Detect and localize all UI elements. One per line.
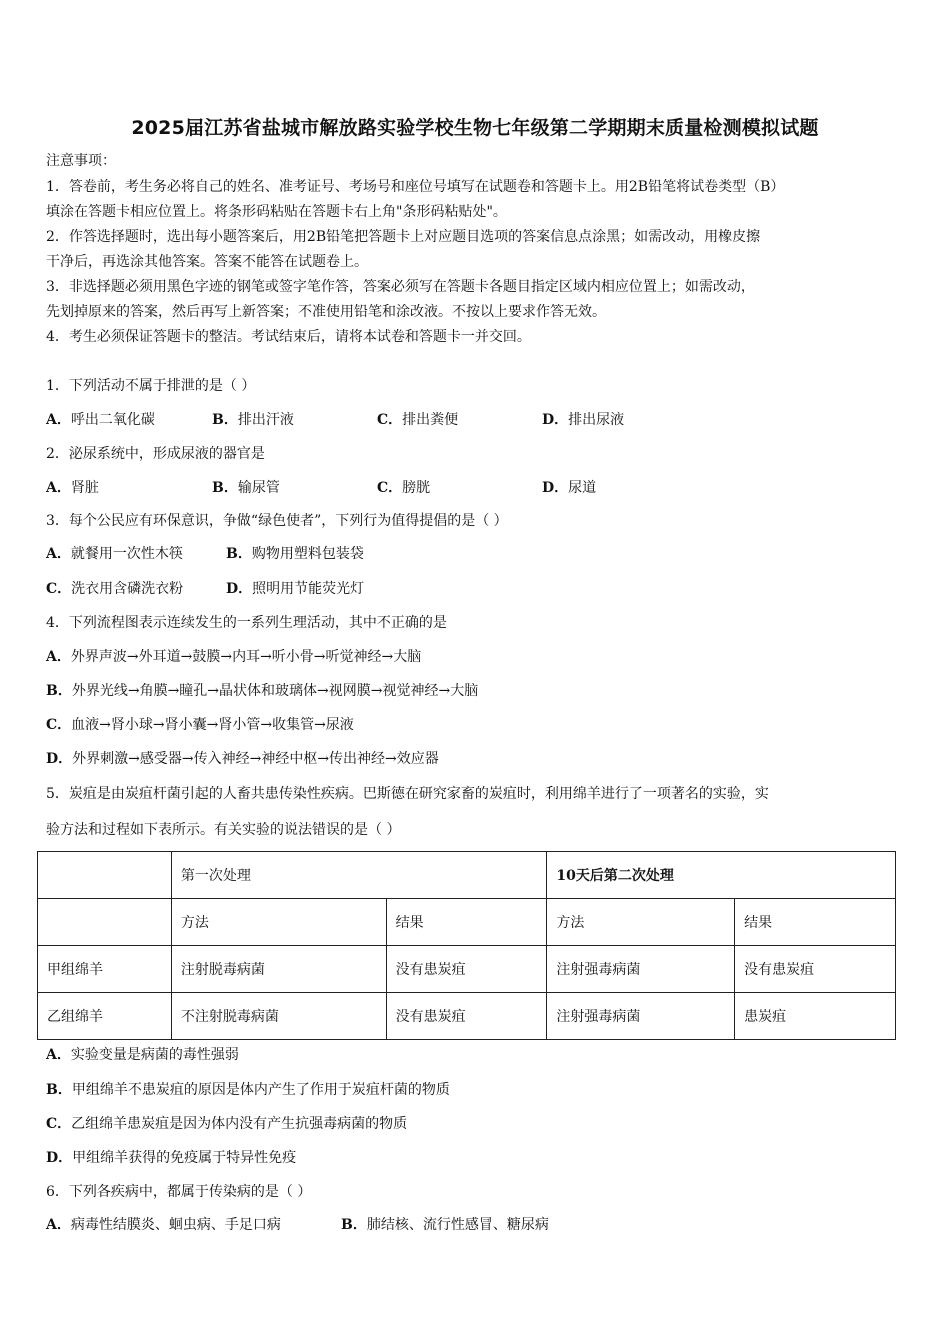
option-label: C． xyxy=(46,581,72,597)
q2-option-c xyxy=(377,479,430,497)
table-header-row xyxy=(38,852,896,899)
option-label: B． xyxy=(212,412,238,428)
table-cell: 注射强毒病菌 xyxy=(547,993,735,1040)
table-header-cell: 结果 xyxy=(735,899,896,946)
q3-option-d xyxy=(226,580,364,598)
option-label: D． xyxy=(46,751,73,767)
option-text: 实验变量是病菌的毒性强弱 xyxy=(70,1047,239,1063)
option-label: B． xyxy=(46,683,72,699)
notice-line: 填涂在答题卡相应位置上。将条形码粘贴在答题卡右上角"条形码粘贴处"。 xyxy=(46,204,507,220)
table-header-cell: 第一次处理 xyxy=(171,852,547,899)
option-text: 病毒性结膜炎、蛔虫病、手足口病 xyxy=(70,1217,281,1233)
experiment-table xyxy=(37,851,896,1040)
option-label: C． xyxy=(377,480,403,496)
notice-line: 干净后，再选涂其他答案。答案不能答在试题卷上。 xyxy=(46,254,368,270)
q4-option-d xyxy=(46,750,439,768)
q3-option-a xyxy=(46,545,183,563)
option-text: 呼出二氧化碳 xyxy=(70,412,155,428)
q1-option-d xyxy=(542,411,624,429)
option-text: 输尿管 xyxy=(237,480,280,496)
option-label: A． xyxy=(46,546,71,562)
table-cell: 没有患炭疽 xyxy=(735,946,896,993)
option-text: 排出汗液 xyxy=(237,412,294,428)
notice-line: 2．作答选择题时，选出每小题答案后，用2B铅笔把答题卡上对应题目选项的答案信息点涂黑；如需改动，用橡皮擦 xyxy=(46,229,761,245)
option-label: C． xyxy=(46,717,72,733)
table-subheader-row xyxy=(38,899,896,946)
option-text: 购物用塑料包装袋 xyxy=(251,546,364,562)
page-title: 2025届江苏省盐城市解放路实验学校生物七年级第二学期期末质量检测模拟试题 xyxy=(131,117,819,139)
table-row xyxy=(38,993,896,1040)
option-label: A． xyxy=(46,1217,71,1233)
q6-option-a xyxy=(46,1216,281,1234)
option-label: A． xyxy=(46,1047,71,1063)
q3-option-b xyxy=(226,545,364,563)
option-text: 洗衣用含磷洗衣粉 xyxy=(71,581,184,597)
option-text: 肾脏 xyxy=(70,480,99,496)
option-label: A． xyxy=(46,412,71,428)
option-text: 肺结核、流行性感冒、糖尿病 xyxy=(366,1217,549,1233)
q5-option-b xyxy=(46,1081,450,1099)
option-text: 排出粪便 xyxy=(402,412,459,428)
option-text: 外界刺激→感受器→传入神经→神经中枢→传出神经→效应器 xyxy=(72,751,439,767)
table-cell: 注射强毒病菌 xyxy=(547,946,735,993)
option-label: A． xyxy=(46,480,71,496)
notice-line: 4．考生必须保证答题卡的整洁。考试结束后，请将本试卷和答题卡一并交回。 xyxy=(46,329,531,345)
option-label: B． xyxy=(212,480,238,496)
option-label: D． xyxy=(226,581,253,597)
q1-option-a xyxy=(46,411,155,429)
q5-option-c xyxy=(46,1115,407,1133)
question-6-stem: 6．下列各疾病中，都属于传染病的是（ ） xyxy=(46,1184,312,1200)
q2-option-d xyxy=(542,479,596,497)
table-cell: 注射脱毒病菌 xyxy=(171,946,386,993)
table-cell: 患炭疽 xyxy=(735,993,896,1040)
option-text: 就餐用一次性木筷 xyxy=(70,546,183,562)
q2-option-a xyxy=(46,479,99,497)
option-text: 乙组绵羊患炭疽是因为体内没有产生抗强毒病菌的物质 xyxy=(71,1116,408,1132)
question-5-stem: 5．炭疽是由炭疽杆菌引起的人畜共患传染性疾病。巴斯德在研究家畜的炭疽时，利用绵羊进行了一项著名的实验，实 xyxy=(46,786,769,802)
table-header-cell: 结果 xyxy=(386,899,547,946)
q4-option-a xyxy=(46,648,421,666)
table-cell: 不注射脱毒病菌 xyxy=(171,993,386,1040)
option-label: B． xyxy=(341,1217,367,1233)
table-cell: 甲组绵羊 xyxy=(38,946,172,993)
option-text: 甲组绵羊获得的免疫属于特异性免疫 xyxy=(72,1150,297,1166)
notice-line: 1．答卷前，考生务必将自己的姓名、准考证号、考场号和座位号填写在试题卷和答题卡上。用2B铅笔将试卷类型（B） xyxy=(46,179,785,195)
q6-option-b xyxy=(341,1216,549,1234)
option-text: 尿道 xyxy=(568,480,597,496)
table-cell: 没有患炭疽 xyxy=(386,946,547,993)
q5-option-a xyxy=(46,1046,239,1064)
question-3-stem: 3．每个公民应有环保意识，争做“绿色使者”，下列行为值得提倡的是（ ） xyxy=(46,513,508,529)
q4-option-b xyxy=(46,682,478,700)
option-label: B． xyxy=(226,546,252,562)
q1-option-c xyxy=(377,411,458,429)
option-text: 外界声波→外耳道→鼓膜→内耳→听小骨→听觉神经→大脑 xyxy=(70,649,422,665)
table-row xyxy=(38,946,896,993)
table-header-cell: 10天后第二次处理 xyxy=(547,852,896,899)
question-5-stem-cont: 验方法和过程如下表所示。有关实验的说法错误的是（ ） xyxy=(46,822,401,838)
option-label: C． xyxy=(377,412,403,428)
option-text: 外界光线→角膜→瞳孔→晶状体和玻璃体→视网膜→视觉神经→大脑 xyxy=(71,683,479,699)
option-label: D． xyxy=(46,1150,73,1166)
option-text: 照明用节能荧光灯 xyxy=(252,581,365,597)
question-4-stem: 4．下列流程图表示连续发生的一系列生理活动，其中不正确的是 xyxy=(46,615,447,631)
table-header-cell: 方法 xyxy=(547,899,735,946)
question-1-stem: 1．下列活动不属于排泄的是（ ） xyxy=(46,378,256,394)
q5-option-d xyxy=(46,1149,296,1167)
option-label: A． xyxy=(46,649,71,665)
option-text: 排出尿液 xyxy=(568,412,625,428)
q4-option-c xyxy=(46,716,354,734)
option-label: B． xyxy=(46,1082,72,1098)
option-text: 膀胱 xyxy=(402,480,431,496)
notice-line: 先划掉原来的答案，然后再写上新答案；不准使用铅笔和涂改液。不按以上要求作答无效。 xyxy=(46,304,606,320)
option-label: D． xyxy=(542,480,569,496)
table-header-cell xyxy=(38,899,172,946)
table-header-cell xyxy=(38,852,172,899)
option-text: 血液→肾小球→肾小囊→肾小管→收集管→尿液 xyxy=(71,717,354,733)
question-2-stem: 2．泌尿系统中，形成尿液的器官是 xyxy=(46,446,265,462)
option-label: D． xyxy=(542,412,569,428)
notice-heading: 注意事项： xyxy=(46,153,116,169)
table-cell: 乙组绵羊 xyxy=(38,993,172,1040)
notice-line: 3．非选择题必须用黑色字迹的钢笔或签字笔作答，答案必须写在答题卡各题目指定区域内相应位置上；如需改动， xyxy=(46,279,755,295)
q2-option-b xyxy=(212,479,280,497)
option-text: 甲组绵羊不患炭疽的原因是体内产生了作用于炭疽杆菌的物质 xyxy=(71,1082,450,1098)
table-header-cell: 方法 xyxy=(171,899,386,946)
q3-option-c xyxy=(46,580,183,598)
table-cell: 没有患炭疽 xyxy=(386,993,547,1040)
option-label: C． xyxy=(46,1116,72,1132)
q1-option-b xyxy=(212,411,294,429)
